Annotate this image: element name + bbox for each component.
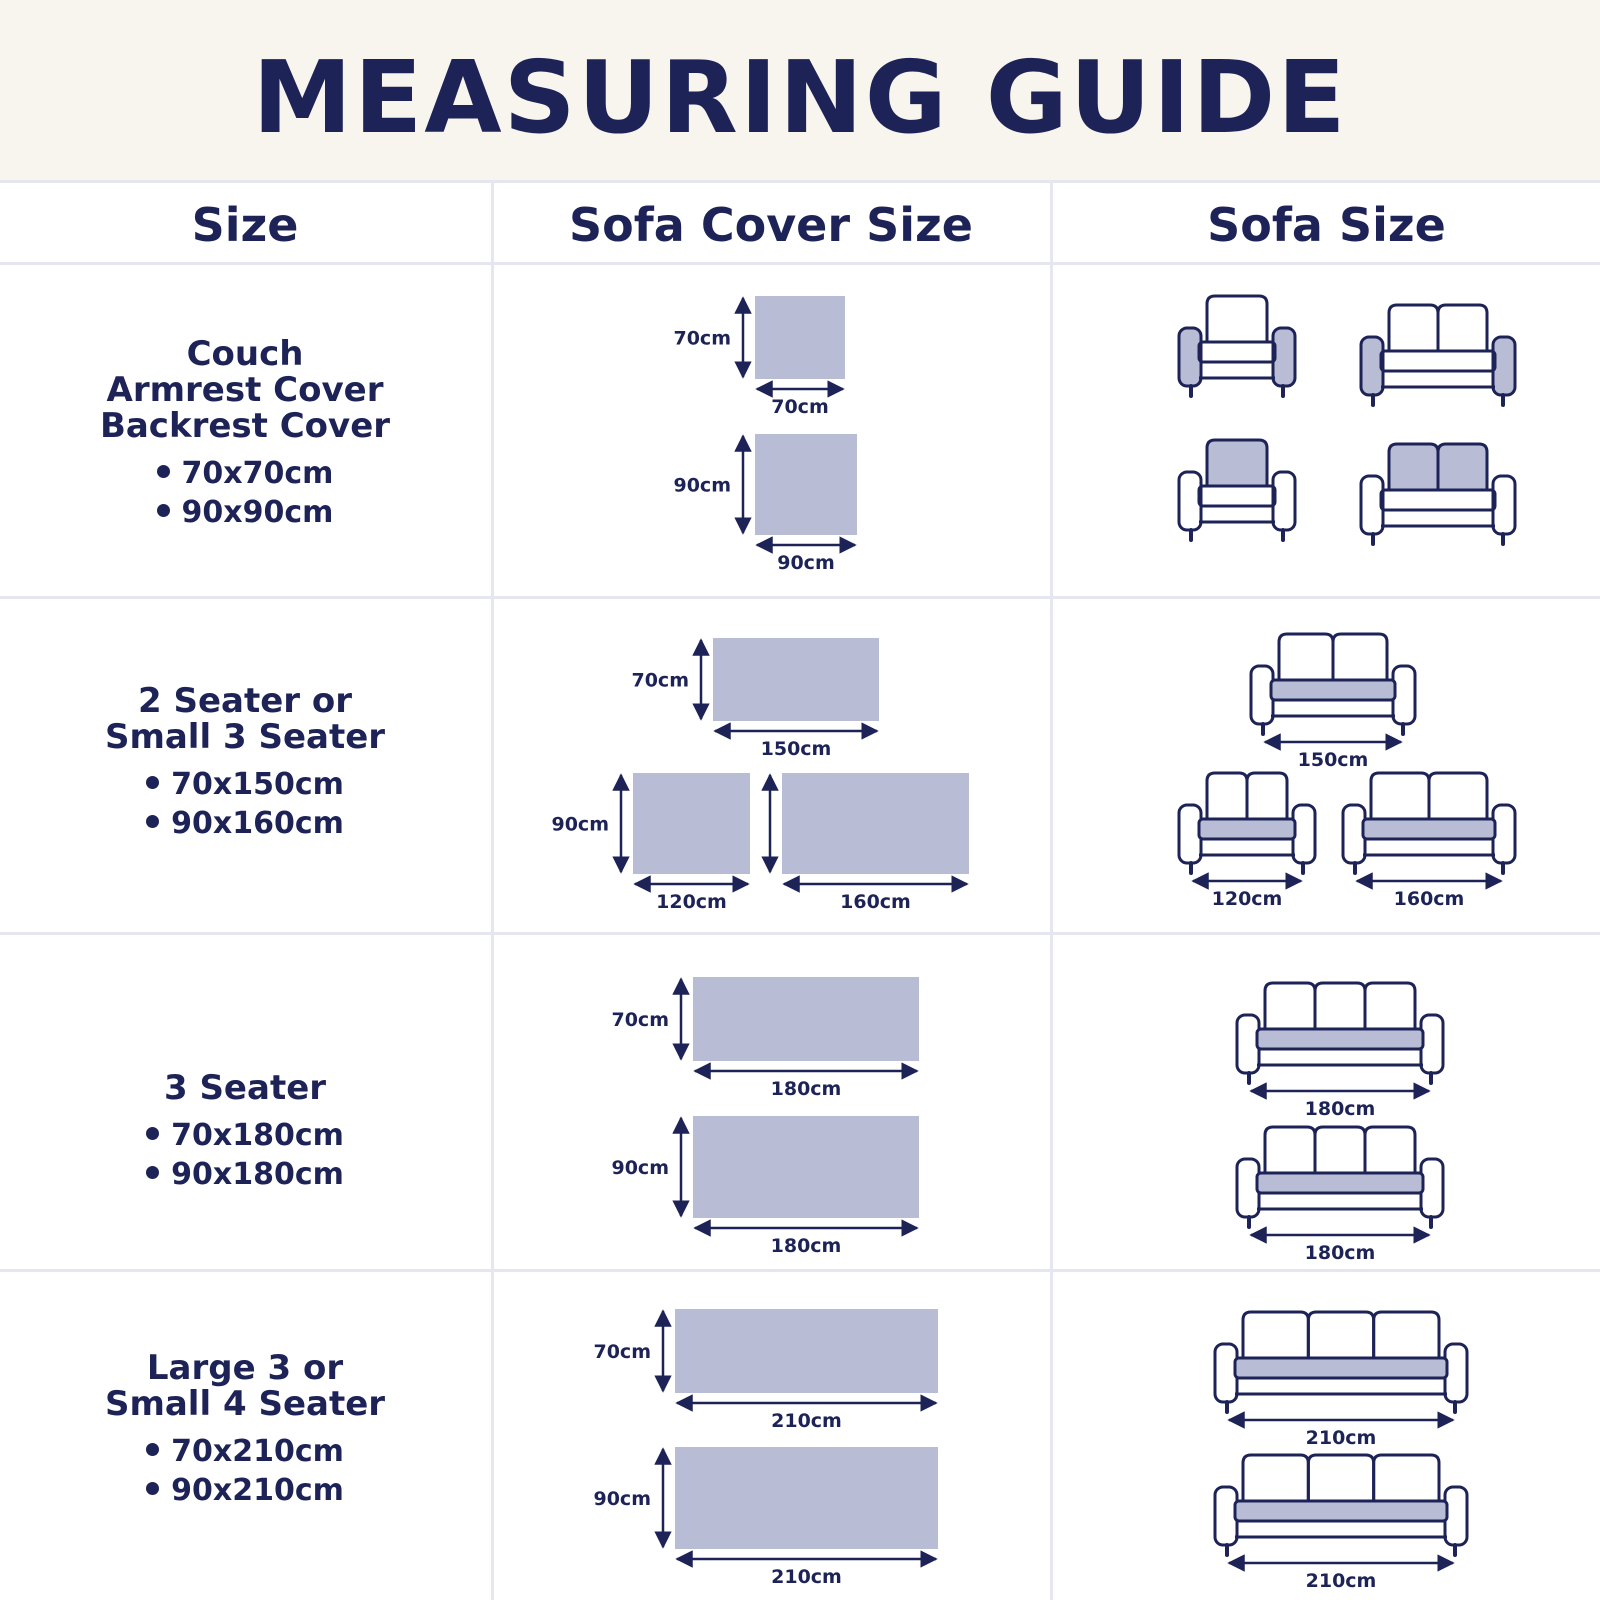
back-cushion [1371,773,1429,819]
size-bullet: 70x150cm [0,765,490,804]
size-name: 3 Seater [163,1068,327,1108]
cover-size-diagram [593,1309,938,1432]
back-cushion [1333,634,1387,680]
sofa-icon [1179,440,1295,540]
sofa-seat [1199,486,1275,506]
column-header-sofa-cover-size: Sofa Cover Size [569,198,973,252]
sofa-seat [1235,1358,1447,1378]
cover-rect [633,773,750,874]
column-header-size: Size [191,198,299,252]
sofa-seat [1257,1029,1423,1049]
size-name: Couch [186,334,304,374]
sofa-seat [1199,819,1295,839]
sofa-icon [1237,1127,1443,1264]
sofa-icon [1215,1312,1467,1449]
back-cushion [1315,983,1365,1029]
back-cushion [1308,1455,1373,1501]
cover-width-label: 120cm [656,891,727,913]
page-title: MEASURING GUIDE [252,39,1348,156]
cover-size-diagram [593,1447,938,1588]
size-name: Backrest Cover [99,406,391,446]
back-cushion [1308,1312,1373,1358]
cover-height-label: 70cm [673,327,731,350]
sofa-width-label: 180cm [1304,1098,1376,1120]
cover-size-diagram [611,977,919,1100]
back-cushion [1279,634,1333,680]
back-cushion [1315,1127,1365,1173]
back-cushion [1207,773,1247,819]
column-header-sofa-size: Sofa Size [1207,198,1446,252]
cover-rect [693,977,919,1061]
cover-width-label: 90cm [777,552,835,574]
sofa-width-label: 150cm [1297,749,1369,771]
cover-width-label: 160cm [840,891,911,913]
back-cushion [1207,296,1267,342]
back-cushion [1365,1127,1415,1173]
sofa-icon [1179,296,1295,396]
back-cushion [1429,773,1487,819]
sofa-width-label: 210cm [1305,1427,1377,1449]
sofa-icon [1179,773,1315,910]
cover-height-label: 70cm [611,1009,669,1031]
sofa-width-label: 210cm [1305,1570,1377,1592]
back-cushion [1389,444,1438,490]
size-bullet: 70x210cm [0,1432,490,1471]
back-cushion [1243,1455,1308,1501]
back-cushion [1365,983,1415,1029]
cover-rect [713,638,879,721]
sofa-icon [1237,983,1443,1120]
sofa-seat [1363,819,1495,839]
back-cushion [1374,1455,1439,1501]
sofa-icon [1215,1455,1467,1592]
size-name: Armrest Cover [106,370,384,410]
cover-rect [693,1116,919,1218]
size-name: Small 3 Seater [104,717,386,757]
cover-size-diagram [673,296,845,418]
size-name: 2 Seater or [137,681,353,721]
back-cushion [1265,983,1315,1029]
back-cushion [1438,305,1487,351]
sofa-width-label: 180cm [1304,1242,1376,1264]
sofa-seat [1199,342,1275,362]
sofa-seat [1257,1173,1423,1193]
cover-height-label: 70cm [593,1341,651,1363]
sofa-seat [1381,490,1495,510]
cover-size-diagram [770,773,969,913]
sofa-width-label: 160cm [1393,888,1465,910]
cover-width-label: 180cm [770,1078,842,1100]
back-cushion [1265,1127,1315,1173]
size-name: Small 4 Seater [104,1384,386,1424]
cover-size-diagram [631,638,879,760]
cover-rect [675,1447,938,1549]
sofa-icon [1343,773,1515,910]
size-bullet: 70x180cm [0,1116,490,1155]
back-cushion [1374,1312,1439,1358]
sofa-seat [1381,351,1495,371]
size-bullet: 70x70cm [0,454,490,493]
cover-height-label: 90cm [593,1488,651,1510]
sofa-seat [1235,1501,1447,1521]
cover-rect [755,296,845,379]
cover-height-label: 90cm [611,1157,669,1179]
cover-rect [675,1309,938,1393]
back-cushion [1247,773,1287,819]
cover-width-label: 150cm [760,738,832,760]
cover-height-label: 90cm [551,813,609,836]
cover-size-diagram [673,434,857,574]
back-cushion [1389,305,1438,351]
back-cushion [1438,444,1487,490]
size-bullet: 90x180cm [0,1155,490,1194]
size-bullet: 90x160cm [0,804,490,843]
sofa-width-label: 120cm [1211,888,1283,910]
size-bullet: 90x90cm [0,493,490,532]
cover-width-label: 210cm [771,1410,842,1432]
cover-height-label: 70cm [631,669,689,692]
cover-size-diagram [551,773,750,913]
cover-height-label: 90cm [673,474,731,497]
cover-rect [782,773,969,874]
sofa-seat [1271,680,1395,700]
cover-width-label: 210cm [771,1566,842,1588]
sofa-icon [1361,444,1515,544]
cover-width-label: 70cm [771,396,829,418]
back-cushion [1243,1312,1308,1358]
cover-width-label: 180cm [770,1235,842,1257]
size-name: Large 3 or [146,1348,344,1388]
size-bullet: 90x210cm [0,1471,490,1510]
back-cushion [1207,440,1267,486]
cover-rect [755,434,857,535]
cover-size-diagram [611,1116,919,1257]
sofa-icon [1251,634,1415,771]
sofa-icon [1361,305,1515,405]
